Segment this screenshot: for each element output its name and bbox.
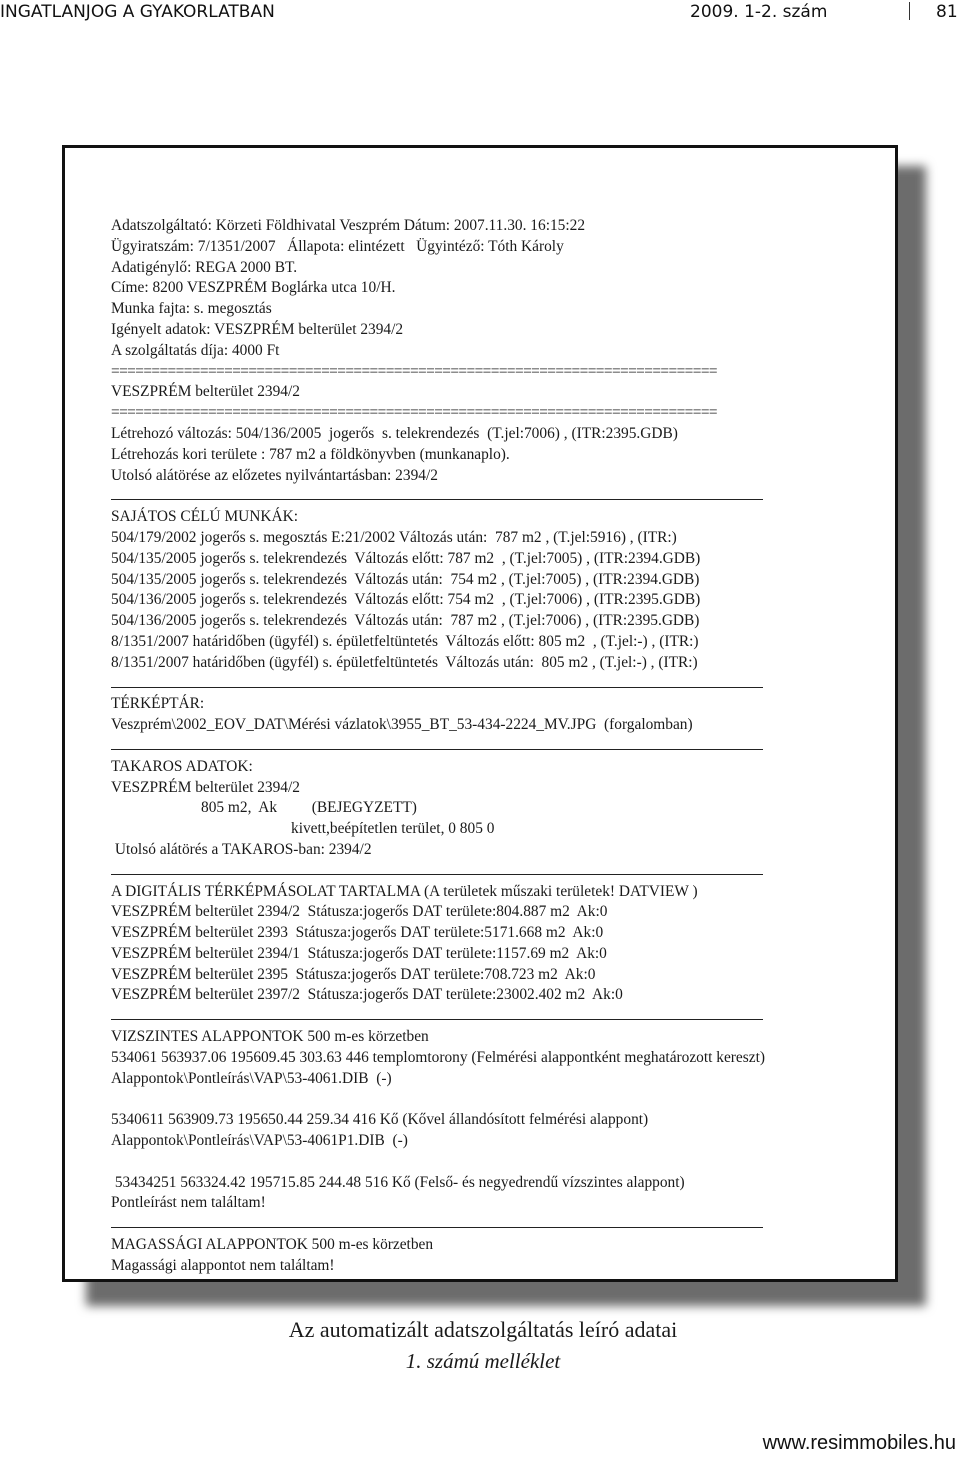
- document-line: VESZPRÉM belterület 2394/2: [111, 383, 300, 401]
- document-line: Magassági alappontot nem találtam!: [111, 1256, 335, 1274]
- document-line: 805 m2, Ak (BEJEGYZETT): [201, 799, 417, 817]
- footer-url: www.resimmobiles.hu: [762, 1432, 956, 1454]
- document-line: Címe: 8200 VESZPRÉM Boglárka utca 10/H.: [111, 279, 396, 297]
- section-underline: [111, 861, 891, 882]
- document-line: VESZPRÉM belterület 2393 Státusza:jogerős DAT területe:5171.668 m2 Ak:0: [111, 924, 604, 942]
- section-underline: [111, 674, 891, 695]
- document-line: Igényelt adatok: VESZPRÉM belterület 2394/2: [111, 320, 404, 338]
- caption-subtitle: 1. számú melléklet: [405, 1349, 561, 1373]
- document-line: Veszprém\2002_EOV_DAT\Mérési vázlatok\3955_BT_53-434-2224_MV.JPG (forgalomban): [111, 716, 693, 734]
- document-line: Létrehozó változás: 504/136/2005 jogerős s. telekrendezés (T.jel:7006) , (ITR:2395.GDB): [111, 424, 678, 442]
- document-line: kivett,beépítetlen terület, 0 805 0: [291, 820, 495, 838]
- document-line: 534061 563937.06 195609.45 303.63 446 templomtorony (Felmérési alappontként meghatározott kereszt): [111, 1048, 765, 1066]
- figure-caption: [0, 1314, 960, 1376]
- document-line: Létrehozás kori területe : 787 m2 a földkönyvben (munkanaplo).: [111, 445, 510, 463]
- document-line: Alappontok\Pontleírás\VAP\53-4061.DIB (-): [111, 1069, 392, 1087]
- document-line: VIZSZINTES ALAPPONTOK 500 m-es körzetben: [111, 1028, 429, 1046]
- header-divider: [909, 2, 910, 20]
- journal-title: INGATLANJOG A GYAKORLATBAN: [0, 2, 275, 22]
- document-line: VESZPRÉM belterület 2394/2 Státusza:jogerős DAT területe:804.887 m2 Ak:0: [111, 903, 608, 921]
- document-line: Adatszolgáltató: Körzeti Földhivatal Veszprém Dátum: 2007.11.30. 16:15:22: [111, 217, 586, 234]
- document-line: 504/135/2005 jogerős s. telekrendezés Változás előtt: 787 m2 , (T.jel:7005) , (ITR:2394.GDB): [111, 549, 701, 567]
- document-body: [111, 216, 891, 1277]
- document-line: 5340611 563909.73 195650.44 259.34 416 Kő (Kővel állandósított felmérési alappont): [111, 1111, 649, 1129]
- document-line: A szolgáltatás díja: 4000 Ft: [111, 341, 280, 359]
- page-header: [0, 0, 960, 30]
- document-box: [62, 145, 898, 1282]
- document-line: VESZPRÉM belterület 2397/2 Státusza:jogerős DAT területe:23002.402 m2 Ak:0: [111, 986, 623, 1004]
- document-line: A DIGITÁLIS TÉRKÉPMÁSOLAT TARTALMA (A területek műszaki területek! DATVIEW ): [111, 882, 698, 900]
- document-line: 8/1351/2007 határidőben (ügyfél) s. épületfeltüntetés Változás után: 805 m2 , (T.jel:-) , (ITR:): [111, 653, 698, 671]
- document-line: Alappontok\Pontleírás\VAP\53-4061P1.DIB (-): [111, 1132, 408, 1150]
- section-underline: [111, 486, 891, 507]
- section-underline: [111, 736, 891, 757]
- separator-equals-line: ===========================================================================: [111, 404, 717, 422]
- document-line: TAKAROS ADATOK:: [111, 757, 253, 775]
- page-number: 81: [936, 2, 958, 22]
- document-line: 8/1351/2007 határidőben (ügyfél) s. épületfeltüntetés Változás előtt: 805 m2 , (T.jel:-) , (ITR:): [111, 632, 699, 650]
- document-line: Utolsó alátörése az előzetes nyilvántartásban: 2394/2: [111, 466, 438, 484]
- caption-title: Az automatizált adatszolgáltatás leíró adatai: [288, 1317, 678, 1342]
- document-line: 53434251 563324.42 195715.85 244.48 516 Kő (Felső- és negyedrendű vízszintes alappont): [111, 1173, 685, 1191]
- document-line: Adatigénylő: REGA 2000 BT.: [111, 258, 298, 276]
- document-line: 504/136/2005 jogerős s. telekrendezés Változás előtt: 754 m2 , (T.jel:7006) , (ITR:2395.GDB): [111, 591, 701, 609]
- document-line: 504/135/2005 jogerős s. telekrendezés Változás után: 754 m2 , (T.jel:7005) , (ITR:2394.GDB): [111, 570, 700, 588]
- issue-label: 2009. 1-2. szám: [690, 2, 828, 22]
- document-line: 504/136/2005 jogerős s. telekrendezés Változás után: 787 m2 , (T.jel:7006) , (ITR:2395.GDB): [111, 612, 700, 630]
- document-line: MAGASSÁGI ALAPPONTOK 500 m-es körzetben: [111, 1236, 434, 1254]
- document-line: Utolsó alátörés a TAKAROS-ban: 2394/2: [111, 840, 372, 858]
- document-line: VESZPRÉM belterület 2395 Státusza:jogerős DAT területe:708.723 m2 Ak:0: [111, 965, 596, 983]
- blank-line: [111, 1152, 891, 1173]
- separator-equals-line: ===========================================================================: [111, 362, 717, 380]
- blank-line: [111, 1089, 891, 1110]
- document-line: Munka fajta: s. megosztás: [111, 300, 272, 318]
- document-line: VESZPRÉM belterület 2394/2: [111, 778, 300, 796]
- document-line: SAJÁTOS CÉLÚ MUNKÁK:: [111, 508, 298, 526]
- document-line: TÉRKÉPTÁR:: [111, 695, 205, 713]
- section-underline: [111, 1214, 891, 1235]
- document-line: 504/179/2002 jogerős s. megosztás E:21/2002 Változás után: 787 m2 , (T.jel:5916) , (ITR:): [111, 528, 677, 546]
- document-line: Pontleírást nem találtam!: [111, 1194, 266, 1212]
- section-underline: [111, 1006, 891, 1027]
- document-line: VESZPRÉM belterület 2394/1 Státusza:jogerős DAT területe:1157.69 m2 Ak:0: [111, 944, 607, 962]
- document-line: Ügyiratszám: 7/1351/2007 Állapota: elintézett Ügyintéző: Tóth Károly: [111, 237, 564, 255]
